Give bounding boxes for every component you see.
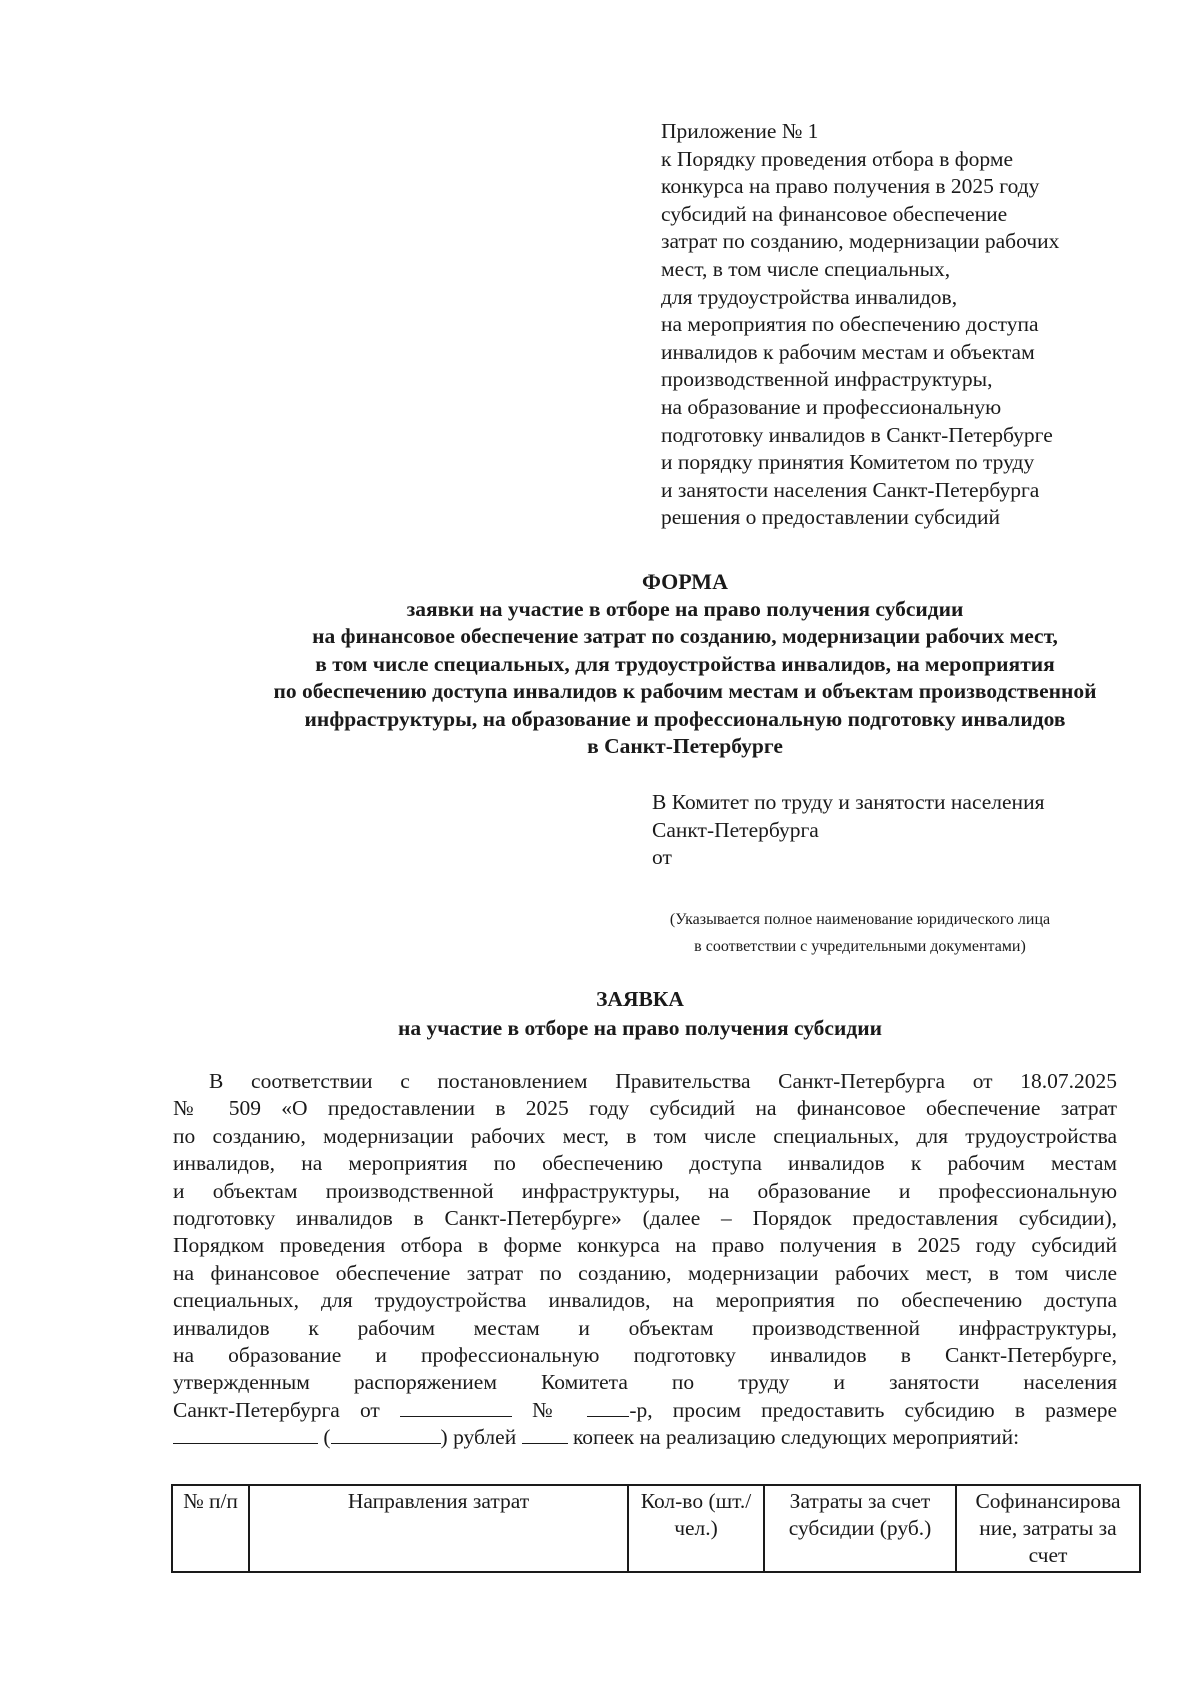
col-number: № п/п	[172, 1485, 249, 1572]
body-text-fragment: -р, просим предоставить субсидию в размере	[629, 1397, 1118, 1422]
appendix-line: производственной инфраструктуры,	[661, 367, 993, 392]
application-subtitle: на участие в отборе на право получения субсидии	[397, 1016, 883, 1040]
note-line: в соответствии с учредительными документами)	[694, 938, 1026, 955]
body-line: на финансовое обеспечение затрат по созданию, модернизации рабочих мест, в том числе	[173, 1260, 1117, 1285]
date-blank-field[interactable]	[400, 1398, 512, 1417]
addressee-block	[652, 789, 1152, 872]
appendix-block	[661, 118, 1141, 532]
appendix-line: для трудоустройства инвалидов,	[661, 284, 958, 309]
form-subtitle-line: в том числе специальных, для трудоустройства инвалидов, на мероприятия	[315, 651, 1055, 676]
application-title: ЗАЯВКА	[596, 987, 684, 1011]
body-line-amount	[173, 1424, 1117, 1451]
body-text-fragment: ) рублей	[440, 1425, 517, 1450]
col-subsidy-costs: Затраты за счет субсидии (руб.)	[764, 1485, 956, 1572]
addressee-line: Санкт-Петербурга	[652, 817, 819, 842]
form-subtitle-line: заявки на участие в отборе на право получения субсидии	[406, 596, 964, 621]
number-blank-field[interactable]	[587, 1398, 629, 1417]
appendix-line: затрат по созданию, модернизации рабочих	[661, 229, 1060, 254]
body-line: Порядком проведения отбора в форме конкурса на право получения в 2025 году субсидий	[173, 1233, 1117, 1258]
addressee-from: от	[652, 845, 672, 869]
appendix-line: подготовку инвалидов в Санкт-Петербурге	[661, 422, 1053, 447]
costs-table	[171, 1484, 1141, 1573]
body-text-fragment: Санкт-Петербурга от	[173, 1397, 380, 1422]
body-line: на образование и профессиональную подготовку инвалидов в Санкт-Петербурге,	[173, 1343, 1117, 1368]
appendix-line: к Порядку проведения отбора в форме	[661, 146, 1013, 171]
kopecks-blank[interactable]	[522, 1425, 568, 1444]
form-subtitle-line: на финансовое обеспечение затрат по созданию, модернизации рабочих мест,	[312, 624, 1058, 648]
body-line: В соответствии с постановлением Правительства Санкт-Петербурга от 18.07.2025	[209, 1069, 1117, 1093]
form-header	[0, 568, 1200, 761]
amount-words-blank[interactable]	[331, 1425, 441, 1444]
body-line: по созданию, модернизации рабочих мест, в том числе специальных, для трудоустройства	[173, 1123, 1117, 1148]
appendix-line: инвалидов к рабочим местам и объектам	[661, 339, 1035, 364]
appendix-line: конкурса на право получения в 2025 году	[661, 174, 1040, 199]
instruction-note	[560, 906, 1160, 960]
form-subtitle-line: в Санкт-Петербурге	[587, 734, 783, 758]
form-subtitle-line: инфраструктуры, на образование и профессиональную подготовку инвалидов	[304, 706, 1066, 731]
appendix-line: решения о предоставлении субсидий	[661, 505, 1000, 530]
body-text-fragment: (	[323, 1425, 331, 1450]
col-quantity: Кол-во (шт./чел.)	[628, 1485, 764, 1572]
col-cofinancing: Софинансирова ние, затраты за счет	[956, 1485, 1140, 1572]
body-line: инвалидов, на мероприятия по обеспечению доступа инвалидов к рабочим местам	[173, 1151, 1117, 1176]
appendix-line: Приложение № 1	[661, 119, 819, 143]
body-line-date	[173, 1397, 1117, 1424]
appendix-line: на образование и профессиональную	[661, 394, 1002, 419]
body-text-fragment: копеек на реализацию следующих мероприятий:	[572, 1425, 1020, 1450]
appendix-line: и занятости населения Санкт-Петербурга	[661, 477, 1040, 502]
body-line: № 509 «О предоставлении в 2025 году субсидий на финансовое обеспечение затрат	[173, 1096, 1117, 1121]
body-line: подготовку инвалидов в Санкт-Петербурге» (далее – Порядок предоставления субсидии),	[173, 1206, 1117, 1231]
application-body	[173, 1068, 1117, 1452]
appendix-line: и порядку принятия Комитетом по труду	[661, 450, 1035, 475]
table-header-row	[172, 1485, 1140, 1572]
col-direction: Направления затрат	[249, 1485, 628, 1572]
form-subtitle-line: по обеспечению доступа инвалидов к рабочим местам и объектам производственной	[273, 679, 1097, 703]
application-header	[0, 985, 1200, 1043]
addressee-line: В Комитет по труду и занятости населения	[652, 790, 1045, 814]
appendix-line: на мероприятия по обеспечению доступа	[661, 312, 1039, 337]
body-line: утвержденным распоряжением Комитета по труду и занятости населения	[173, 1370, 1117, 1395]
body-line: и объектам производственной инфраструктуры, на образование и профессиональную	[173, 1178, 1117, 1203]
body-line: специальных, для трудоустройства инвалидов, на мероприятия по обеспечению доступа	[173, 1288, 1117, 1313]
note-line: (Указывается полное наименование юридического лица	[669, 911, 1051, 928]
amount-figures-blank[interactable]	[173, 1425, 318, 1444]
body-text-fragment: №	[532, 1397, 568, 1422]
body-line: инвалидов к рабочим местам и объектам производственной инфраструктуры,	[173, 1315, 1117, 1340]
form-title: ФОРМА	[642, 569, 728, 594]
appendix-line: субсидий на финансовое обеспечение	[661, 201, 1008, 226]
appendix-line: мест, в том числе специальных,	[661, 256, 951, 281]
